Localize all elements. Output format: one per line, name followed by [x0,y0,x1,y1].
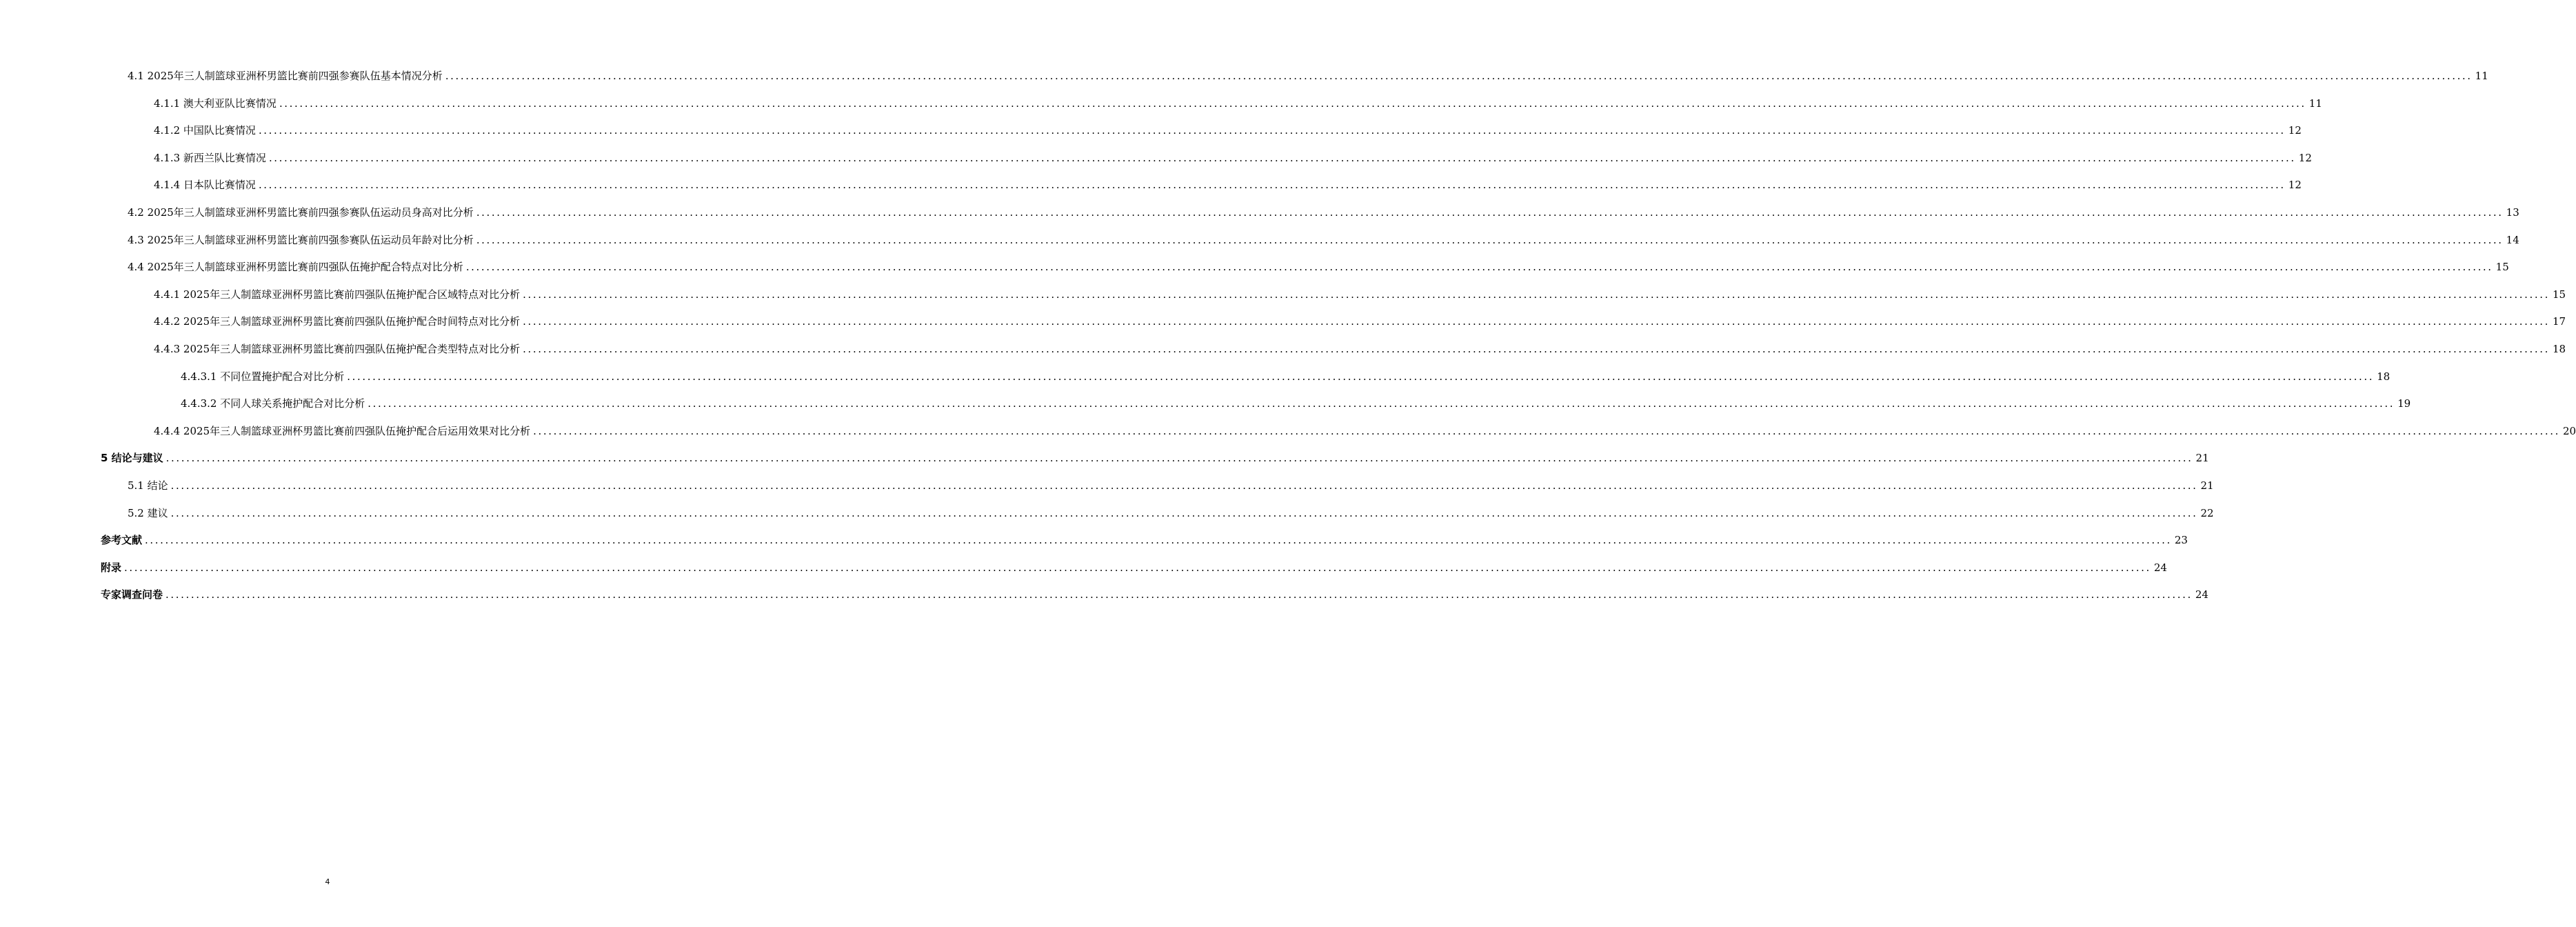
toc-entry-page-number: 18 [2377,370,2391,383]
toc-entry-title: 专家调查问卷 [101,588,163,601]
toc-entry[interactable] [154,151,2312,165]
toc-entry[interactable] [154,342,2566,356]
toc-entry[interactable] [154,178,2302,192]
toc-entry-title: 4.1 2025年三人制篮球亚洲杯男篮比赛前四强参赛队伍基本情况分析 [128,70,443,82]
toc-entry[interactable] [154,424,2576,438]
toc-entry[interactable] [181,397,2411,410]
toc-entry-title: 4.1.1 澳大利亚队比赛情况 [154,97,276,110]
dot-leader: ............................................................................................................................................................................................................................................................................................................................................................................................................... [124,561,2151,574]
toc-entry[interactable] [154,288,2566,301]
toc-entry-page-number: 22 [2200,507,2214,519]
toc-entry[interactable] [181,370,2391,383]
toc-entry[interactable] [154,123,2302,137]
toc-entry-page-number: 12 [2288,124,2302,137]
toc-entry[interactable] [128,479,2214,492]
toc-entry-title: 4.4 2025年三人制篮球亚洲杯男篮比赛前四强队伍掩护配合特点对比分析 [128,261,463,273]
toc-entry[interactable] [154,97,2322,110]
dot-leader: ............................................................................................................................................................................................................................................................................................................................................................................................................... [523,288,2550,301]
toc-entry-title: 5.2 建议 [128,507,168,519]
toc-entry-title: 4.4.2 2025年三人制篮球亚洲杯男篮比赛前四强队伍掩护配合时间特点对比分析 [154,315,521,328]
dot-leader: ............................................................................................................................................................................................................................................................................................................................................................................................................... [465,261,2493,273]
toc-entry[interactable] [128,260,2509,274]
toc-entry-page-number: 15 [2495,261,2509,273]
toc-entry-page-number: 19 [2397,397,2411,410]
page-number: 4 [325,877,330,886]
toc-entry-title: 5.1 结论 [128,479,168,492]
toc-entry-title: 4.3 2025年三人制篮球亚洲杯男篮比赛前四强参赛队伍运动员年龄对比分析 [128,234,474,246]
dot-leader: ............................................................................................................................................................................................................................................................................................................................................................................................................... [476,206,2504,219]
toc-entry-page-number: 13 [2506,206,2519,219]
toc-entry[interactable] [128,69,2488,83]
toc-entry-title: 4.4.4 2025年三人制篮球亚洲杯男篮比赛前四强队伍掩护配合后运用效果对比分析 [154,425,531,437]
toc-entry-page-number: 20 [2562,425,2576,437]
toc-entry-title: 4.1.4 日本队比赛情况 [154,179,256,191]
dot-leader: ............................................................................................................................................................................................................................................................................................................................................................................................................... [145,534,2172,546]
toc-entry-page-number: 23 [2174,534,2188,546]
toc-entry-title: 4.1.2 中国队比赛情况 [154,124,256,137]
dot-leader: ............................................................................................................................................................................................................................................................................................................................................................................................................... [258,124,2286,137]
toc-entry[interactable] [101,451,2209,465]
toc-entry-title: 4.4.3.2 不同人球关系掩护配合对比分析 [181,397,365,410]
toc-entry[interactable] [128,233,2519,247]
toc-entry-page-number: 15 [2552,288,2566,301]
toc-entry-page-number: 12 [2288,179,2302,191]
dot-leader: ............................................................................................................................................................................................................................................................................................................................................................................................................... [165,588,2193,601]
dot-leader: ............................................................................................................................................................................................................................................................................................................................................................................................................... [523,315,2550,328]
toc-entry-page-number: 14 [2506,234,2519,246]
toc-entry-page-number: 21 [2200,479,2214,492]
toc-entry-title: 4.4.3 2025年三人制篮球亚洲杯男篮比赛前四强队伍掩护配合类型特点对比分析 [154,343,521,355]
dot-leader: ............................................................................................................................................................................................................................................................................................................................................................................................................... [165,452,2193,464]
dot-leader: ............................................................................................................................................................................................................................................................................................................................................................................................................... [268,152,2296,164]
toc-entry-page-number: 12 [2298,152,2312,164]
toc-entry[interactable] [101,561,2167,575]
toc-entry-page-number: 21 [2195,452,2209,464]
dot-leader: ............................................................................................................................................................................................................................................................................................................................................................................................................... [347,370,2375,383]
dot-leader: ............................................................................................................................................................................................................................................................................................................................................................................................................... [523,343,2550,355]
toc-entry-title: 5 结论与建议 [101,452,163,464]
toc-entry-page-number: 11 [2475,70,2488,82]
toc-entry-page-number: 18 [2552,343,2566,355]
dot-leader: ............................................................................................................................................................................................................................................................................................................................................................................................................... [476,234,2504,246]
toc-entry[interactable] [101,533,2188,547]
toc-entry-title: 参考文献 [101,534,143,546]
toc-entry[interactable] [154,315,2566,328]
toc-entry-title: 4.1.3 新西兰队比赛情况 [154,152,266,164]
toc-entry-title: 4.4.3.1 不同位置掩护配合对比分析 [181,370,345,383]
dot-leader: ............................................................................................................................................................................................................................................................................................................................................................................................................... [533,425,2560,437]
dot-leader: ............................................................................................................................................................................................................................................................................................................................................................................................................... [170,479,2198,492]
toc-entry-page-number: 11 [2308,97,2322,110]
toc-entry-title: 4.2 2025年三人制篮球亚洲杯男篮比赛前四强参赛队伍运动员身高对比分析 [128,206,474,219]
toc-entry[interactable] [128,506,2214,520]
toc-entry-page-number: 24 [2153,561,2167,574]
dot-leader: ............................................................................................................................................................................................................................................................................................................................................................................................................... [445,70,2473,82]
dot-leader: ............................................................................................................................................................................................................................................................................................................................................................................................................... [279,97,2306,110]
toc-entry-title: 4.4.1 2025年三人制篮球亚洲杯男篮比赛前四强队伍掩护配合区域特点对比分析 [154,288,521,301]
toc-entry[interactable] [101,588,2208,601]
dot-leader: ............................................................................................................................................................................................................................................................................................................................................................................................................... [170,507,2198,519]
toc-entry[interactable] [128,206,2519,219]
toc-entry-page-number: 17 [2552,315,2566,328]
toc-entry-page-number: 24 [2195,588,2208,601]
dot-leader: ............................................................................................................................................................................................................................................................................................................................................................................................................... [258,179,2286,191]
dot-leader: ............................................................................................................................................................................................................................................................................................................................................................................................................... [368,397,2395,410]
toc-entry-title: 附录 [101,561,122,574]
